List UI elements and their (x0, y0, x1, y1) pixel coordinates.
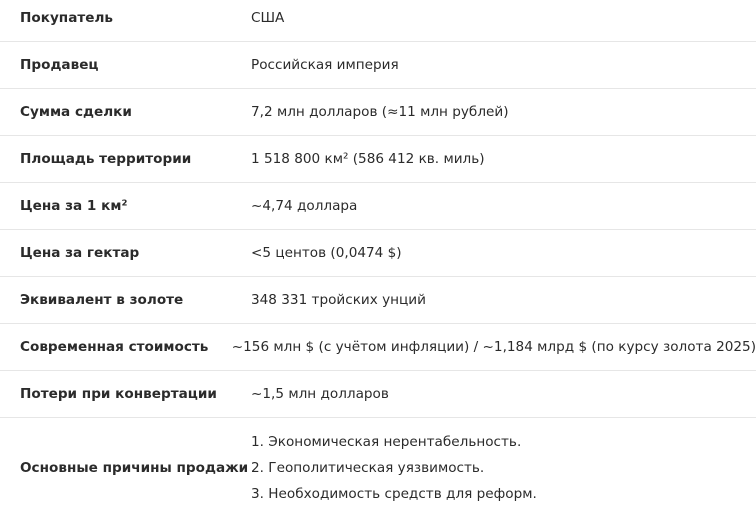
row-label: Эквивалент в золоте (20, 292, 184, 308)
row-value: ~4,74 доллара (251, 198, 358, 214)
table-row-gold-equivalent (0, 277, 756, 324)
row-value (230, 429, 537, 507)
table-row-seller (0, 42, 756, 89)
row-value: США (251, 9, 285, 26)
table-row-modern-value (0, 324, 756, 371)
table-row-price-per-hectare (0, 230, 756, 277)
row-value: 7,2 млн долларов (≈11 млн рублей) (251, 104, 509, 120)
row-label: Продавец (20, 57, 99, 73)
table-row-territory-area (0, 136, 756, 183)
table-row-conversion-losses (0, 371, 756, 418)
list-item: 3. Необходимость средств для реформ. (251, 486, 537, 502)
row-label: Покупатель (20, 9, 114, 26)
row-value: 348 331 тройских унций (251, 292, 426, 308)
table-row-buyer (0, 0, 756, 42)
table-row-deal-amount (0, 89, 756, 136)
table-row-sale-reasons (0, 418, 756, 518)
row-label: Потери при конвертации (20, 386, 217, 402)
row-label: Современная стоимость (20, 339, 209, 355)
row-label: Цена за гектар (20, 245, 140, 261)
row-label: Площадь территории (20, 151, 192, 167)
row-value: ~156 млн $ (с учётом инфляции) / ~1,184 млрд $ (по курсу золота 2025) (231, 339, 756, 355)
list-item: 1. Экономическая нерентабельность. (251, 434, 522, 450)
row-value: Российская империя (251, 57, 399, 73)
row-label: Основные причины продажи (20, 460, 249, 476)
row-label: Сумма сделки (20, 104, 132, 120)
row-value: <5 центов (0,0474 $) (251, 245, 402, 261)
reasons-list (251, 429, 537, 507)
row-value: ~1,5 млн долларов (251, 386, 389, 402)
table-row-price-per-km2 (0, 183, 756, 230)
row-label: Цена за 1 км² (20, 198, 128, 214)
row-value: 1 518 800 км² (586 412 кв. миль) (251, 151, 485, 167)
list-item: 2. Геополитическая уязвимость. (251, 460, 485, 476)
